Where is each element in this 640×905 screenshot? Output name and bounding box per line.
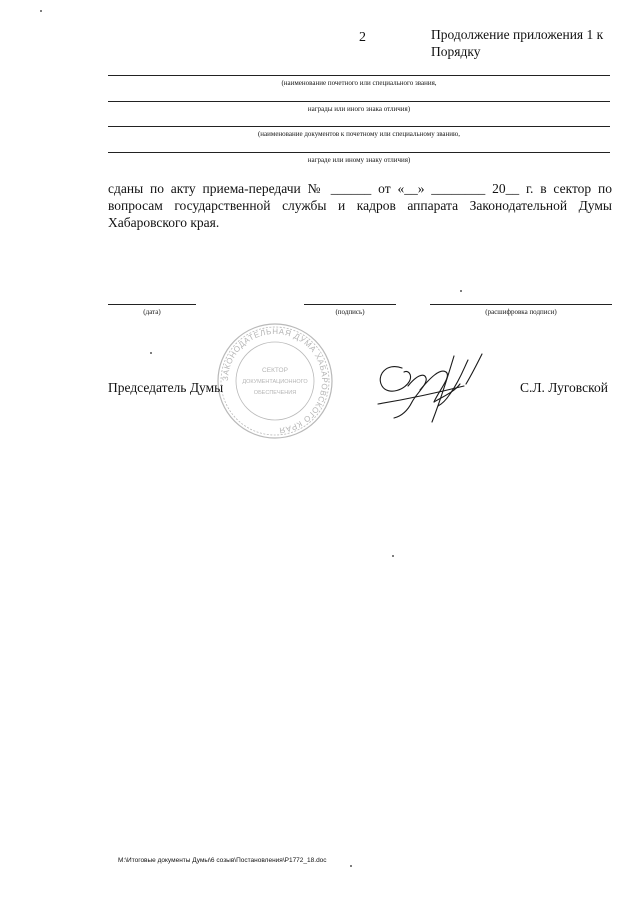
seal-center-line-2: ДОКУМЕНТАЦИОННОГО — [242, 379, 308, 385]
documents-caption: (наименование документов к почетному или специальному званию, — [257, 130, 461, 138]
scan-speck — [40, 10, 42, 12]
chairman-title: Председатель Думы — [108, 380, 224, 395]
signature-caption: (подпись) — [335, 308, 365, 316]
appendix-note: Продолжение приложения 1 к Порядку — [431, 27, 604, 59]
scan-speck — [460, 290, 462, 292]
decoding-line — [430, 304, 612, 305]
handwritten-signature — [372, 346, 500, 424]
scan-speck — [150, 352, 152, 354]
award-name-line-2 — [108, 101, 610, 102]
seal-center-line-3: ОБЕСПЕЧЕНИЯ — [253, 390, 297, 396]
transfer-statement: сданы по акту приема-передачи № ______ от «__» ________ 20__ г. в сектор по вопросам государственной службы и кадров аппарата Законодательной Думы Хабаровского края. — [108, 181, 612, 230]
decoding-caption: (расшифровка подписи) — [485, 308, 557, 316]
official-seal-stamp — [216, 322, 334, 440]
award-name-line — [108, 75, 610, 76]
scan-speck — [392, 555, 394, 557]
documents-line-2 — [108, 152, 610, 153]
award-name-caption-2: награды или иного знака отличия) — [307, 105, 411, 113]
award-name-caption: (наименование почетного или специального звания, — [281, 79, 437, 87]
documents-caption-2: награде или иному знаку отличия) — [307, 156, 411, 164]
date-caption: (дата) — [143, 308, 161, 316]
seal-center-line-1: СЕКТОР — [262, 367, 288, 374]
documents-line — [108, 126, 610, 127]
chairman-name: С.Л. Луговской — [520, 380, 608, 395]
date-line — [108, 304, 196, 305]
seal-ring-text: ЗАКОНОДАТЕЛЬНАЯ ДУМА ХАБАРОВСКОГО КРАЯ — [220, 326, 330, 435]
page-number: 2 — [359, 30, 366, 45]
signature-line — [304, 304, 396, 305]
scan-speck — [350, 865, 352, 867]
file-path-footer: M:\Итоговые документы Думы\6 созыв\Постановления\Р1772_18.doc — [118, 857, 327, 864]
